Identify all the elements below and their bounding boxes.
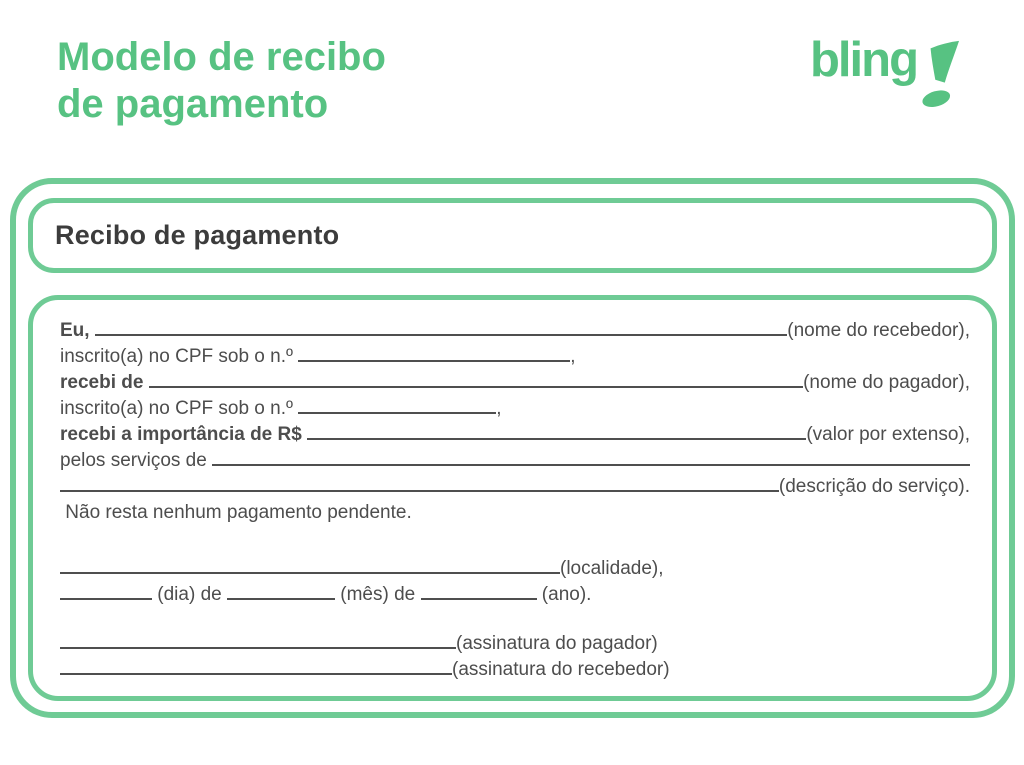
label-text: pelos serviços de bbox=[60, 450, 213, 471]
label-text: (dia) de bbox=[152, 584, 227, 605]
receipt-line bbox=[60, 448, 970, 474]
receipt-line bbox=[60, 344, 970, 370]
exclamation-mark-icon bbox=[920, 38, 962, 117]
blank-fill-line bbox=[60, 672, 452, 675]
blank-fill-line bbox=[212, 463, 970, 466]
receipt-line bbox=[60, 474, 970, 500]
label-text: (localidade), bbox=[560, 558, 664, 579]
receipt-line bbox=[60, 500, 970, 526]
label-text: (assinatura do recebedor) bbox=[452, 659, 670, 680]
receipt-line bbox=[60, 396, 970, 422]
receipt-line bbox=[60, 657, 970, 683]
label-text: Não resta nenhum pagamento pendente. bbox=[60, 502, 412, 523]
spacer bbox=[60, 608, 970, 631]
spacer bbox=[60, 526, 970, 556]
blank-fill-line bbox=[60, 597, 152, 600]
blank-fill-line bbox=[60, 489, 779, 492]
blank-fill-line bbox=[60, 571, 560, 574]
label-text: (mês) de bbox=[334, 584, 421, 605]
label-text: inscrito(a) no CPF sob o n.º bbox=[60, 398, 299, 419]
receipt-line bbox=[60, 631, 970, 657]
label-text: (valor por extenso), bbox=[806, 424, 970, 445]
label-text bbox=[90, 318, 95, 344]
receipt-header-box bbox=[28, 198, 997, 273]
receipt-lines bbox=[60, 318, 970, 683]
blank-fill-line bbox=[149, 385, 803, 388]
blank-fill-line bbox=[60, 646, 456, 649]
label-text: , bbox=[570, 346, 576, 367]
receipt-line bbox=[60, 582, 970, 608]
blank-fill-line bbox=[421, 597, 537, 600]
label-bold: Eu, bbox=[60, 320, 90, 341]
page-title-line2: de pagamento bbox=[57, 82, 329, 126]
receipt-header-title: Recibo de pagamento bbox=[55, 220, 340, 250]
bling-logo-text: bling bbox=[810, 33, 918, 87]
receipt-line bbox=[60, 556, 970, 582]
page-title-line1: Modelo de recibo bbox=[57, 35, 386, 79]
blank-fill-line bbox=[227, 597, 335, 600]
receipt-body-box bbox=[28, 295, 997, 701]
blank-fill-line bbox=[307, 437, 806, 440]
blank-fill-line bbox=[298, 411, 496, 414]
label-text: (ano). bbox=[536, 584, 592, 605]
label-bold: recebi a importância de R$ bbox=[60, 424, 308, 445]
label-text: (nome do recebedor), bbox=[787, 320, 970, 341]
receipt-line bbox=[60, 370, 970, 396]
page-title bbox=[57, 34, 386, 128]
blank-fill-line bbox=[298, 359, 570, 362]
blank-fill-line bbox=[95, 333, 787, 336]
label-text: (nome do pagador), bbox=[803, 372, 970, 393]
label-text: , bbox=[496, 398, 502, 419]
receipt-line bbox=[60, 318, 970, 344]
label-text: (descrição do serviço). bbox=[778, 476, 970, 497]
label-text: inscrito(a) no CPF sob o n.º bbox=[60, 346, 299, 367]
label-bold: recebi de bbox=[60, 372, 149, 393]
label-text: (assinatura do pagador) bbox=[456, 633, 658, 654]
bling-logo bbox=[810, 33, 970, 117]
receipt-line bbox=[60, 422, 970, 448]
